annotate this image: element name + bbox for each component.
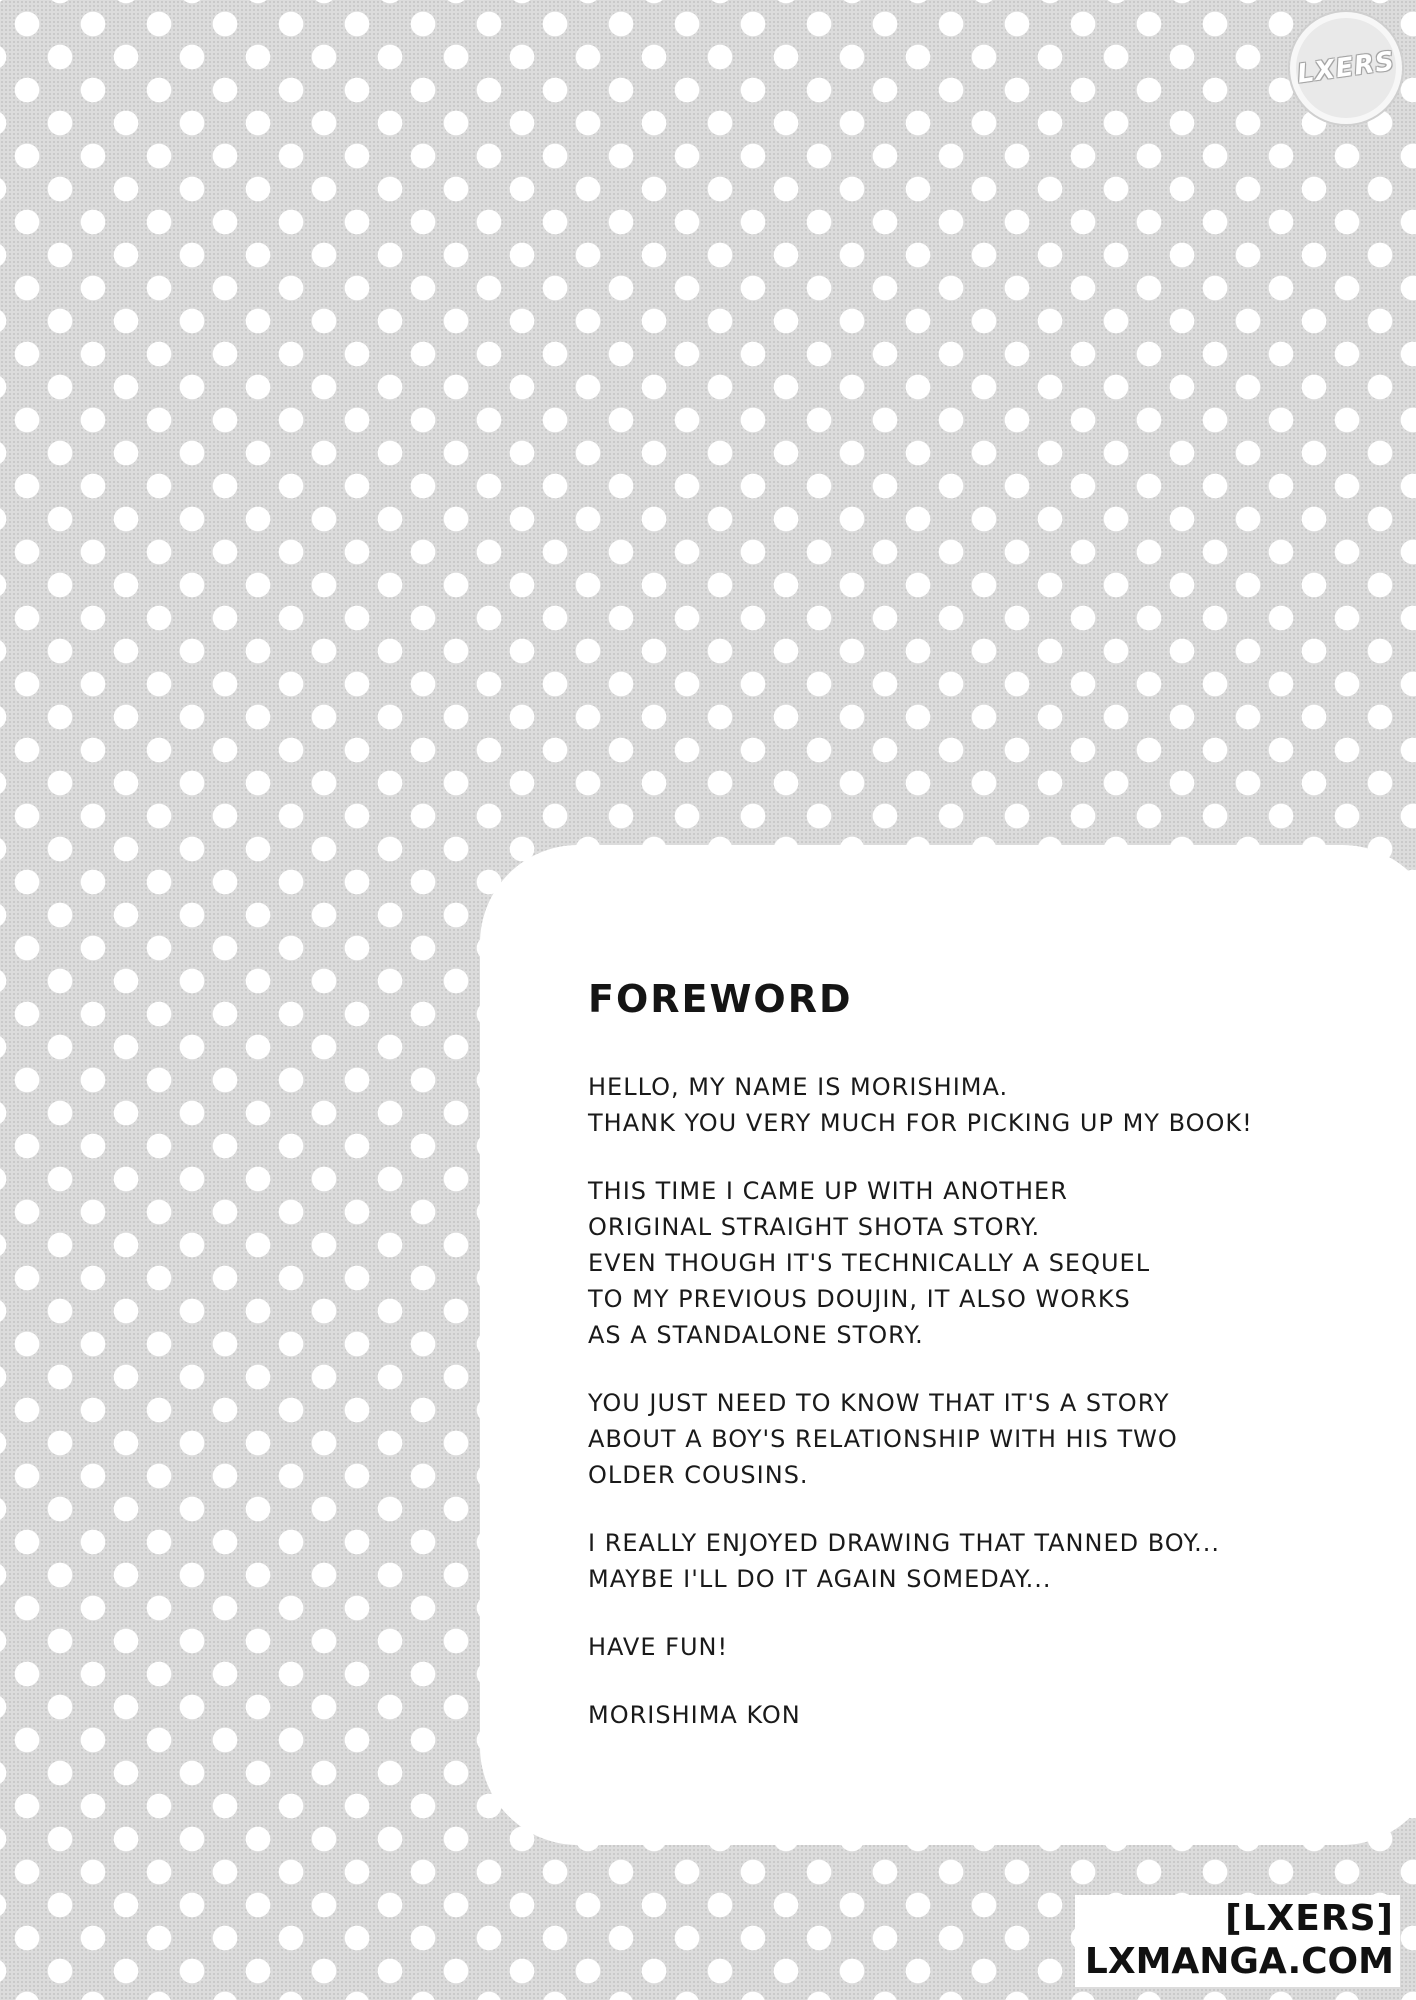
paragraph-context — [588, 1385, 1368, 1493]
text-line: HAVE FUN! — [588, 1633, 729, 1661]
text-line: MAYBE I'LL DO IT AGAIN SOMEDAY... — [588, 1565, 1052, 1593]
text-line: THANK YOU VERY MUCH FOR PICKING UP MY BOOK! — [588, 1109, 1253, 1137]
foreword-title: FOREWORD — [588, 977, 853, 1021]
text-line: I REALLY ENJOYED DRAWING THAT TANNED BOY... — [588, 1529, 1221, 1557]
paragraph-greeting — [588, 1069, 1368, 1141]
text-line: HELLO, MY NAME IS MORISHIMA. — [588, 1073, 1009, 1101]
text-line: YOU JUST NEED TO KNOW THAT IT'S A STORY — [588, 1389, 1170, 1417]
paragraph-story — [588, 1173, 1368, 1353]
text-line: ABOUT A BOY'S RELATIONSHIP WITH HIS TWO — [588, 1425, 1178, 1453]
foreword-text-block — [588, 975, 1368, 1765]
text-line: EVEN THOUGH IT'S TECHNICALLY A SEQUEL — [588, 1249, 1151, 1277]
text-line: OLDER COUSINS. — [588, 1461, 809, 1489]
text-line: AS A STANDALONE STORY. — [588, 1321, 924, 1349]
watermark-logo-text: LXERS — [1295, 46, 1397, 90]
text-line: TO MY PREVIOUS DOUJIN, IT ALSO WORKS — [588, 1285, 1131, 1313]
paragraph-closing — [588, 1629, 1368, 1665]
credit-group: [LXERS] — [1225, 1898, 1394, 1939]
watermark-logo — [1290, 12, 1402, 124]
text-line: ORIGINAL STRAIGHT SHOTA STORY. — [588, 1213, 1041, 1241]
credit-site: LXMANGA.COM — [1084, 1941, 1394, 1982]
signature-text: MORISHIMA KON — [588, 1701, 801, 1729]
text-line: THIS TIME I CAME UP WITH ANOTHER — [588, 1177, 1068, 1205]
paragraph-drawing — [588, 1525, 1368, 1597]
signature — [588, 1697, 1368, 1733]
scanlation-credit — [1075, 1895, 1400, 1987]
